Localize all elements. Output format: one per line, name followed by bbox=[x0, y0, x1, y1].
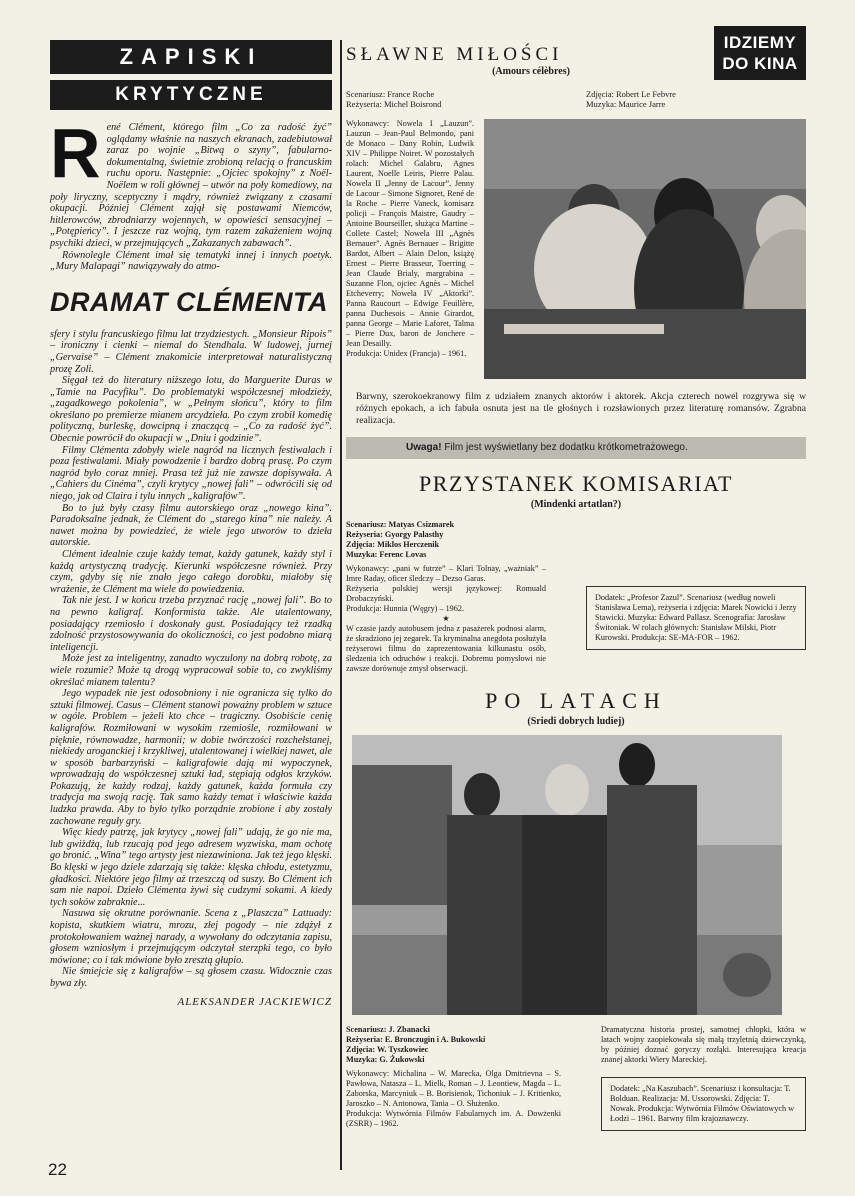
article-paragraph: Nasuwa się okrutne porównanie. Scena z „Plaszcza” Lattuady: kopista, skutkiem wiatru, mrozu, złej pogody – nie zdążył z protokołowaniem ważnej narady, a wywołany do odczytania zapisu, głosem wzniosłym i przejmującym odczytał sterzpki tego, co było mówione; co i tak mówione było zresztą głupio. bbox=[50, 908, 332, 966]
film1-cast-block bbox=[346, 119, 474, 379]
war-scene-image bbox=[352, 735, 782, 1015]
film1-still-photo bbox=[484, 119, 806, 379]
article-paragraph: Tak nie jest. I w końcu trzeba przyznać rację „nowej fali”. Bo to na pewno kaligraf. Konformista także. Ale utalentowany, posiadający rzemiosło i doskonały gust. Posiadający też rzadką zdolność przystosowywania do okoliczności, co jest podobno miarą inteligencji. bbox=[50, 595, 332, 653]
notice-banner bbox=[346, 437, 806, 459]
film-title-po-latach: PO LATACH bbox=[485, 688, 667, 713]
film3-right bbox=[601, 1025, 806, 1131]
article-body bbox=[50, 329, 332, 990]
film-original-title: (Amours célèbres) bbox=[492, 66, 570, 77]
article-paragraph: Więc kiedy patrzę, jak krytycy „nowej fali” udają, że go nie ma, lub gwiżdżą, lub rzucają pod jego adresem wyzwiska, mam ochotę go bronić. „Wina” tego artysty jest niezawiniona. Jak też jego klęski. Bo klęski w jego dziele zdarzają się także: klęska chłodu, estetyzmu, gładkości. Niektóre jego filmy aż trzeszczą od suszy. Bo Clément ich sam nie napoi. Dzieło Clémenta żywi się cudzymi sokami. A kiedy tych soków zabraknie... bbox=[50, 827, 332, 908]
film2-polish-version: Reżyseria polskiej wersji językowej: Romuald Drobaczyński. bbox=[346, 584, 546, 603]
drop-cap: R bbox=[50, 114, 101, 192]
page-number: 22 bbox=[48, 1160, 67, 1179]
column-divider bbox=[340, 40, 342, 1170]
film1-production: Produkcja: Unidex (Francja) – 1961. bbox=[346, 349, 467, 358]
film3-block bbox=[346, 1025, 806, 1131]
film1-main-credits bbox=[346, 89, 806, 109]
film3-still-photo bbox=[352, 735, 782, 1015]
cinema-column bbox=[346, 26, 806, 1131]
article-paragraph: Sięgał też do literatury niższego lotu, do Marguerite Duras w „Tamie na Pacyfiku”. Do problematyki współczesnej młodzieży, „zagadkowego pokolenia”, w „Pełnym słońcu”, który to film określano po premierze mianem arcydzieła. Po czym zrobił komedię polityczną, burleskę, dowcipną i znaczącą – „Co za radość żyć”. Obecnie powrócił do okupacji w „Dniu i godzinie”. bbox=[50, 375, 332, 445]
badge-line-2: DO KINA bbox=[722, 54, 798, 73]
film1-credits-left: Scenariusz: France Roche Reżyseria: Michel Boisrond bbox=[346, 89, 442, 109]
film1-cast: Wykonawcy: Nowela I „Lauzun”. Lauzun – Jean-Paul Belmondo, pani de Monaco – Dany Robin, Ludwik XIV – Philippe Noiret. W pozostałych rolach: Michel Galabru, Agnes Laurent, Noelle Leiris, Pierre Palau. Nowela II „Jenny de Lacour”. Jenny de Lacour – Simone Signoret, René de la Roche – Pierre Vaneck, komisarz policji – François Maistre, Gaudry – Antoine Bourseiller, służąca Martine – Collete Castel; Nowela III „Agnès Bernauer”. Agnès Bernauer – Brigitte Bardot, Albert – Alain Delon, książę Ernest – Pierre Brasseur, Toerring – Jean Claude Brialy, margrabina – Suzanne Flon, ojciec Agnès – Michel Etcheverry; Nowela IV „Aktorki”. Panna Raucourt – Edwige Feuillère, panna Duchesois – Annie Girardot, panna George – Marie Laforet, Talma – Pierre Dux, baron de Jonchere – Jean Desailly. bbox=[346, 119, 475, 348]
separator-star: ★ bbox=[442, 614, 450, 623]
film-title-slawne-milosci: SŁAWNE MIŁOŚCI bbox=[346, 44, 563, 65]
article-paragraph: Nie śmiejcie się z kaligrafów – są głosem czasu. Widocznie czas bywa zły. bbox=[50, 966, 332, 989]
film2-left bbox=[346, 520, 546, 674]
film2-extra-box: Dodatek: „Profesor Zazul”. Scenariusz (według noweli Stanisława Lema), reżyseria i zdjęcia: Marek Nowicki i Jerzy Stawicki. Muzyka: Edward Pallasz. Scenografia: Jarosław Świtoniak. W rolach głównych: Stanisław Milski, Piotr Kurowski. Produkcja: SE-MA-FOR – 1962. bbox=[586, 586, 806, 650]
critique-intro bbox=[50, 114, 332, 273]
film3-production: Produkcja: Wytwórnia Filmów Fabularnych im. A. Dowżenki (ZSRR) – 1962. bbox=[346, 1109, 561, 1128]
film3-credits: Scenariusz: J. Zbanacki Reżyseria: E. Bronczugin i A. Bukowski Zdjęcia: W. Tyszkowiec Muzyka: G. Żukowski bbox=[346, 1025, 486, 1064]
film2-original-title: (Mindenki artatlan?) bbox=[530, 499, 622, 510]
notice-label: Uwaga! bbox=[406, 442, 442, 453]
section-header-zapiski: ZAPISKI bbox=[50, 40, 332, 74]
film3-cast: Wykonawcy: Michalina – W. Marecka, Olga Dmitrievna – S. Pawłowa, Natasza – L. Mielk, Roman – J. Leontiew, Magda – L. Zaborska, Marcyniuk – B. Borisienok, Tichoniuk – J. Kritienko, Jaroszko – N. Antonowa, Tania – O. Służenko. bbox=[346, 1069, 561, 1108]
article-paragraph: Może jest za inteligentny, zanadto wyczulony na dobrą robotę, za wiele rozumie? Może tą drogą wypracował sobie to, co zwykliśmy określać mianem talentu? bbox=[50, 653, 332, 688]
film3-synopsis: Dramatyczna historia prostej, samotnej chłopki, która w latach wojny zaopiekowała się małą trzyletnią dziewczynką, by później doznać goryczy rozłąki. Interesująca kreacja znanej aktorki Wiery Mareckiej. bbox=[601, 1025, 806, 1064]
film2-production: Produkcja: Hunnia (Węgry) – 1962. bbox=[346, 604, 465, 613]
film2-right bbox=[586, 520, 806, 674]
critique-column bbox=[50, 40, 332, 1008]
film1-description: Barwny, szerokoekranowy film z udziałem znanych aktorów i aktorek. Akcja czterech nowel rozgrywa się w różnych epokach, a ich fabuła osnuta jest na tle głośnych i rozsławionych przez literaturę romansów. Zgrabna realizacja. bbox=[356, 391, 806, 426]
intro-paragraph-2: Równolegle Clément imał się tematyki innej i innych poetyk. „Mury Malapagi” nawiązywały do atmo- bbox=[50, 249, 332, 273]
article-paragraph: Filmy Clémenta zdobyły wiele nagród na licznych festiwalach i poza festiwalami. Miały powodzenie i bardzo dobrą prasę. Po czym nagród było coraz mniej. Prasa też już nie zawsze dopisywała. A „Cahiers du Cinéma”, czyli krytycy „nowej fali” – odwrócili się od niego, jak od Claira i tylu innych „kaligrafów”. bbox=[50, 444, 332, 503]
idziemy-do-kina-badge bbox=[714, 26, 806, 80]
film1-credits-right: Zdjęcia: Robert Le Febvre Muzyka: Maurice Jarre bbox=[586, 89, 676, 109]
film-title-przystanek-komisariat: PRZYSTANEK KOMISARIAT bbox=[419, 471, 733, 496]
intro-text: ené Clément, którego film „Co za radość żyć” oglądamy właśnie na naszych ekranach, zadebiutował zaraz po wojnie „Bitwą o szyny”, fabularno-dokumentalną, świetnie zrobioną relacją o francuskim ruchu oporu. Następnie: „Ojciec spokojny” z Noël-Noëlem w roli głównej – utwór na poły komediowy, na poły liryczny, sceptyczny i mądry, również związany z czasami okupacji. Później Clément zajął się postawami Niemców, hitlerowców, zbrodniarzy wojennych, w opowieści sensacyjnej – „Potępieńcy”. I jeszcze raz wojną, tym razem zakażeniem wojną psychiki dzieci, w przejmujących „Zakazanych zabawach”. bbox=[50, 122, 332, 249]
badge-line-1: IDZIEMY bbox=[723, 33, 797, 52]
period-costume-scene-image bbox=[484, 119, 806, 379]
article-paragraph: Bo to już były czasy filmu autorskiego oraz „nowego kina”. Paradoksalne jednak, że Clément do „starego kina” nie należy. A nawet można by powiedzieć, że wiele jego utworów to dzieła autorskie. bbox=[50, 502, 332, 549]
film3-original-title: (Sriedi dobrych ludiej) bbox=[527, 716, 625, 727]
article-paragraph: sfery i stylu francuskiego filmu lat trzydziestych. „Monsieur Ripois” – ironiczny i cienki – niemal do Stendhala. W ludowej, jurnej „Gervaise” – Clément znakomicie interpretował naturalistyczną prozę Zoli. bbox=[50, 328, 332, 375]
film2-synopsis: W czasie jazdy autobusem jedna z pasażerek podnosi alarm, że skradziono jej zegarek. Ta kryminalna anegdota posłużyła reżyserowi filmu do zaprezentowania kilkunastu osób, śledzenia ich odruchów i reakcji. Dobremu pomysłowi nie zawsze dorównuje zmysł obserwacji. bbox=[346, 624, 546, 673]
film1-cast-and-photo bbox=[346, 119, 806, 379]
film2-block bbox=[346, 520, 806, 674]
section-header-krytyczne: KRYTYCZNE bbox=[50, 80, 332, 110]
article-paragraph: Clément idealnie czuje każdy temat, każdy gatunek, każdy styl i każdą artystyczną tradycję. Kierunki współczesne również. Przy czym, gdyby się nie znało jego całego dorobku, miałoby się wrażenie, że Clément ma wiele do powiedzenia. bbox=[50, 549, 332, 595]
film2-credits: Scenariusz: Matyas Csizmarek Reżyseria: Gyorgy Palasthy Zdjęcia: Miklos Herczenik Muzyka: Ferenc Lovas bbox=[346, 520, 455, 559]
film2-cast: Wykonawcy: „pani w futrze” – Klari Tolnay, „ważniak” – Imre Raday, oficer śledczy – Dezso Garas. bbox=[346, 564, 546, 583]
film3-extra-box: Dodatek: „Na Kaszubach”. Scenariusz i konsultacja: T. Bolduan. Realizacja: M. Ussorowski. Zdjęcia: T. Nowak. Produkcja: Wytwórnia Filmów Oświatowych w Łodzi – 1961. Barwny film krajoznawczy. bbox=[601, 1077, 806, 1131]
article-headline: DRAMAT CLÉMENTA bbox=[50, 286, 328, 317]
notice-text: Film jest wyświetlany bez dodatku krótkometrażowego. bbox=[444, 442, 688, 453]
author-signature: ALEKSANDER JACKIEWICZ bbox=[177, 995, 332, 1008]
film3-left bbox=[346, 1025, 561, 1131]
article-paragraph: Jego wypadek nie jest odosobniony i nie ogranicza się tylko do sztuki filmowej. Casus – Clément stanowi poważny problem w sztuce w ogóle. Problem – jeżeli kto chce – tragiczny. Osobiście cenię kaligrafów. Rozmiłowani w wysokim rzemiośle, rozmiłowani w pięknie, równowadze, harmonii; w dobie twórczości rozchełstanej, niekiedy aroganckiej i krzykliwej, utalentowanej i wielkiej nawet, ale w sposób barbarzyński – kaligrafowie dają mi wypoczynek, wprowadzają do współczesnej sztuki ład, stępiają odgłos krzyków. Pokazują, że każdy rodzaj, każdy gatunek, każda formuła czy tradycja ma swoją rację. Tak samo każdy temat i właściwie każda ludzka prawda. Aby to było tylko porządnie zrobione i aby zostały zachowane reguły gry. bbox=[50, 688, 332, 827]
